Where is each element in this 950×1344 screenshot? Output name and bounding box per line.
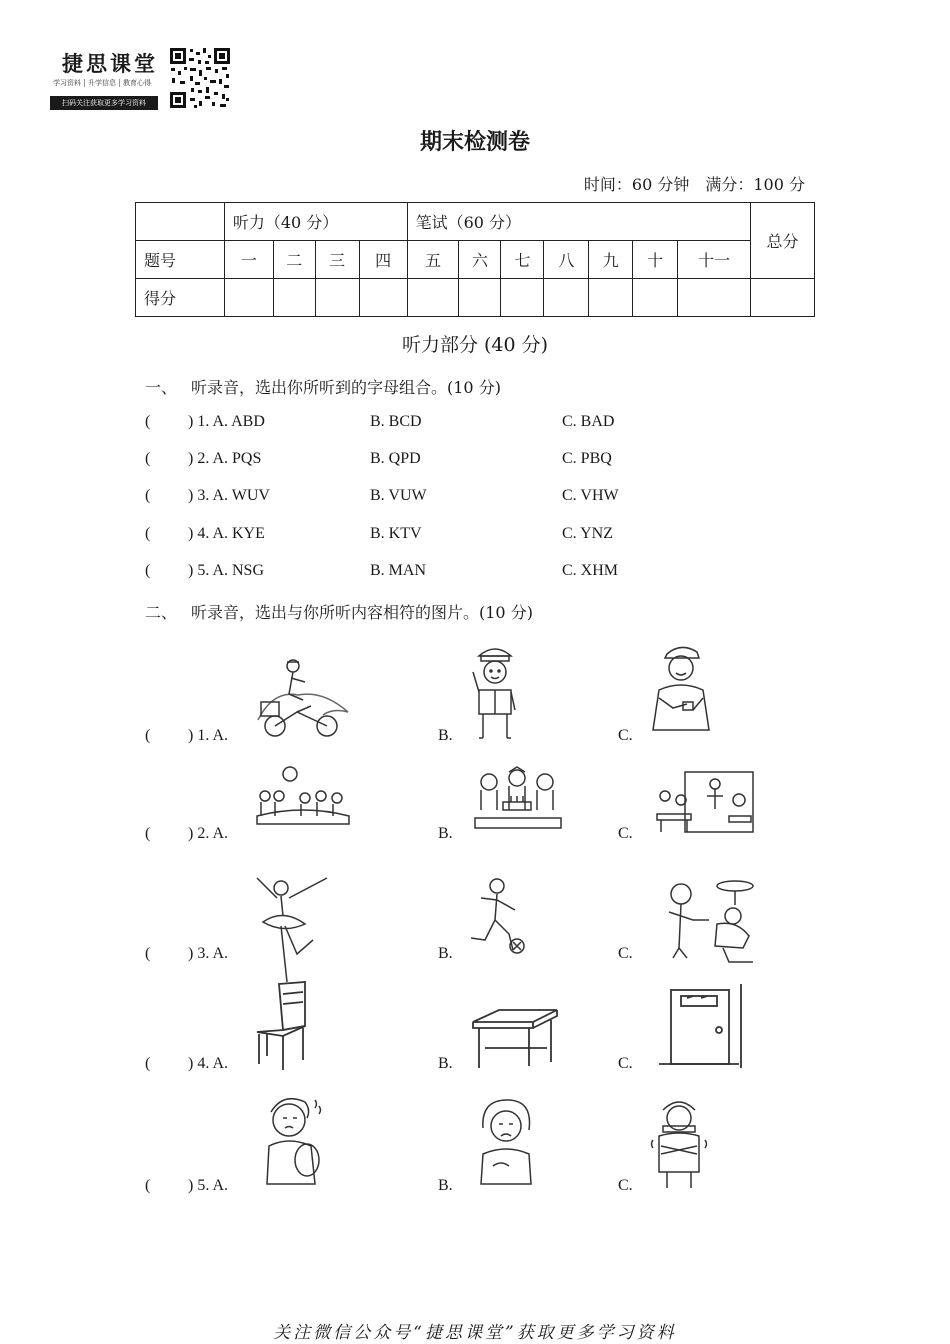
answer-paren-open[interactable]: ( <box>145 487 151 504</box>
option-b: B. KTV <box>370 525 422 542</box>
section-title: 听力部分 (40 分) <box>401 334 549 356</box>
qr-code-icon[interactable] <box>168 46 232 110</box>
total-header: 总分 <box>751 203 815 279</box>
question-2-text: 听录音，选出与你所听内容相符的图片。(10 分) <box>191 603 533 622</box>
writing-header: 笔试（60 分） <box>407 203 750 241</box>
option-c: C. PBQ <box>562 450 612 467</box>
q2-item-label: ) 4. A. <box>188 1055 228 1072</box>
option-b: B. <box>438 1055 453 1072</box>
question-number: 一 <box>224 241 273 279</box>
option-c: C. YNZ <box>562 525 613 542</box>
police-officer-icon[interactable] <box>465 642 525 742</box>
option-c: C. XHM <box>562 562 619 579</box>
brand-tag: 学习资料 <box>50 79 85 87</box>
exam-meta <box>584 172 805 195</box>
answer-paren-open[interactable]: ( <box>145 413 151 430</box>
brand-tags <box>50 78 154 88</box>
answer-paren-open[interactable]: ( <box>145 450 151 467</box>
question-number: 四 <box>359 241 407 279</box>
question-number: 三 <box>315 241 359 279</box>
option-c: C. <box>618 1055 633 1072</box>
option-b: B. QPD <box>370 450 421 467</box>
brand-banner: 扫码关注获取更多学习资料 <box>50 96 158 110</box>
question-1-text: 听录音，选出你所听到的字母组合。(10 分) <box>191 378 501 397</box>
q2-item-label: ) 2. A. <box>188 825 228 842</box>
answer-paren-open[interactable]: ( <box>145 1177 151 1194</box>
question-2-number: 二、 <box>145 603 178 622</box>
postman-bicycle-icon[interactable] <box>253 650 353 740</box>
question-number: 二 <box>273 241 315 279</box>
table-corner-cell <box>136 203 225 241</box>
listening-header: 听力（40 分） <box>224 203 407 241</box>
option-b: B. <box>438 1177 453 1194</box>
total-score-cell[interactable] <box>751 279 815 317</box>
question-number: 八 <box>544 241 589 279</box>
score-cell[interactable] <box>501 279 544 317</box>
score-cell[interactable] <box>459 279 501 317</box>
q2-item-label: ) 1. A. <box>188 727 228 744</box>
score-cell[interactable] <box>407 279 459 317</box>
answer-paren-open[interactable]: ( <box>145 1055 151 1072</box>
question-number: 七 <box>501 241 544 279</box>
q2-item <box>145 980 845 1100</box>
brand-tag: 教育心得 <box>123 79 151 87</box>
option-b: B. <box>438 727 453 744</box>
q2-item <box>145 760 845 880</box>
ballet-dancer-icon[interactable] <box>253 874 333 984</box>
option-b: B. <box>438 825 453 842</box>
football-player-icon[interactable] <box>467 876 537 966</box>
option-c: C. VHW <box>562 487 619 504</box>
score-cell[interactable] <box>544 279 589 317</box>
q1-item-label: ) 4. A. KYE <box>188 525 265 542</box>
score-table <box>135 202 815 317</box>
q1-item-label: ) 3. A. WUV <box>188 487 270 504</box>
option-c: C. <box>618 825 633 842</box>
question-1-title <box>145 375 501 398</box>
brand-tag: 升学信息 <box>85 79 120 87</box>
chair-icon[interactable] <box>253 980 313 1072</box>
question-number: 五 <box>407 241 459 279</box>
cold-child-icon[interactable] <box>649 1092 709 1192</box>
q1-item-label: ) 1. A. ABD <box>188 413 265 430</box>
option-b: B. <box>438 945 453 962</box>
question-1-number: 一、 <box>145 378 178 397</box>
question-number: 十 <box>633 241 678 279</box>
answer-paren-open[interactable]: ( <box>145 562 151 579</box>
brand-name: 捷思课堂 <box>62 51 158 76</box>
question-number: 九 <box>589 241 633 279</box>
door-icon[interactable] <box>657 982 747 1072</box>
row-number-label: 题号 <box>136 241 225 279</box>
brand-logo <box>50 44 240 116</box>
footer-note: 关注微信公众号“捷思课堂”获取更多学习资料 <box>273 1323 677 1343</box>
hot-boy-icon[interactable] <box>253 1090 333 1186</box>
score-cell[interactable] <box>589 279 633 317</box>
question-2-title <box>145 600 533 623</box>
option-b: B. MAN <box>370 562 427 579</box>
score-cell[interactable] <box>273 279 315 317</box>
q2-item <box>145 870 845 990</box>
q2-item <box>145 640 845 760</box>
score-cell[interactable] <box>678 279 751 317</box>
picnic-group-icon[interactable] <box>253 764 353 834</box>
exam-full-score: 满分：100 分 <box>705 175 805 194</box>
classroom-icon[interactable] <box>655 770 755 840</box>
question-number: 十一 <box>678 241 751 279</box>
score-cell[interactable] <box>633 279 678 317</box>
page-title: 期末检测卷 <box>419 129 530 155</box>
q2-item <box>145 1090 845 1210</box>
q1-item-label: ) 5. A. NSG <box>188 562 265 579</box>
q2-item-label: ) 5. A. <box>188 1177 228 1194</box>
exam-time: 时间：60 分钟 <box>583 175 690 194</box>
answer-paren-open[interactable]: ( <box>145 525 151 542</box>
answer-paren-open[interactable]: ( <box>145 945 151 962</box>
sad-girl-icon[interactable] <box>471 1096 541 1186</box>
option-c: C. BAD <box>562 413 615 430</box>
score-cell[interactable] <box>224 279 273 317</box>
score-cell[interactable] <box>359 279 407 317</box>
hairdresser-icon[interactable] <box>663 876 763 966</box>
worker-icon[interactable] <box>643 640 723 740</box>
q1-item-label: ) 2. A. PQS <box>188 450 262 467</box>
option-c: C. <box>618 945 633 962</box>
score-cell[interactable] <box>315 279 359 317</box>
q2-item-label: ) 3. A. <box>188 945 228 962</box>
question-number: 六 <box>459 241 501 279</box>
option-c: C. <box>618 727 633 744</box>
answer-paren-open[interactable]: ( <box>145 727 151 744</box>
option-b: B. BCD <box>370 413 422 430</box>
answer-paren-open[interactable]: ( <box>145 825 151 842</box>
table-icon[interactable] <box>471 1008 561 1070</box>
row-score-label: 得分 <box>136 279 225 317</box>
birthday-party-icon[interactable] <box>473 766 563 836</box>
option-b: B. VUW <box>370 487 427 504</box>
option-c: C. <box>618 1177 633 1194</box>
